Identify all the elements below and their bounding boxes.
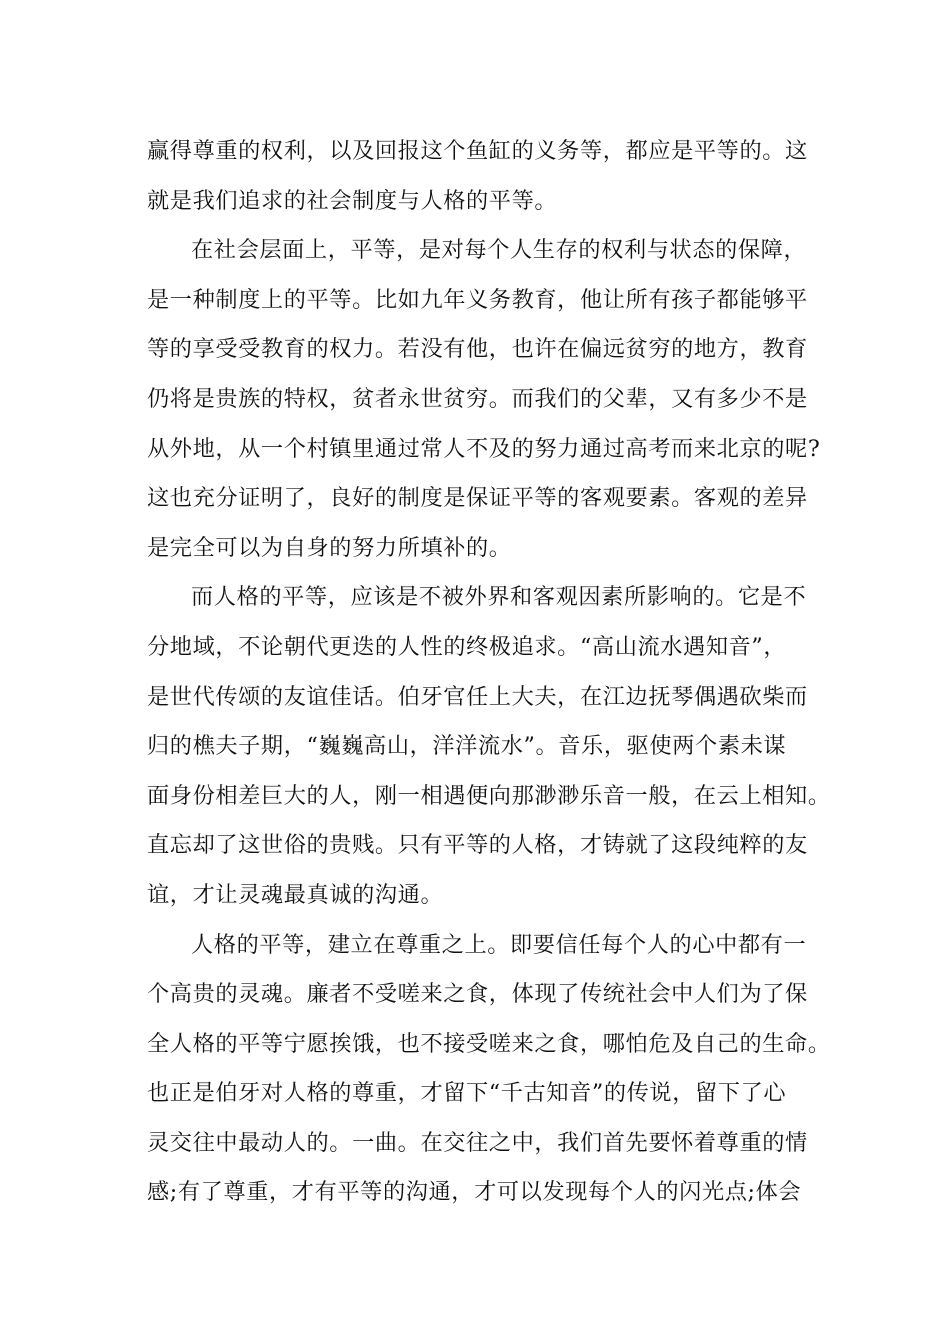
text-line: 个高贵的灵魂。廉者不受嗟来之食，体现了传统社会中人们为了保: [147, 981, 808, 1008]
text-line: 等的享受受教育的权力。若没有他，也许在偏远贫穷的地方，教育: [147, 336, 808, 363]
text-line: 灵交往中最动人的。一曲。在交往之中，我们首先要怀着尊重的情: [147, 1129, 808, 1156]
text-line: 谊，才让灵魂最真诚的沟通。: [147, 881, 444, 908]
text-line: 这也充分证明了，良好的制度是保证平等的客观要素。客观的差异: [147, 485, 808, 512]
text-line: 面身份相差巨大的人，刚一相遇便向那渺渺乐音一般，在云上相知。: [147, 782, 831, 809]
text-line: 从外地，从一个村镇里通过常人不及的努力通过高考而来北京的呢?: [147, 435, 821, 462]
text-line: 就是我们追求的社会制度与人格的平等。: [147, 187, 558, 214]
paragraph-first-line: 而人格的平等，应该是不被外界和客观因素所影响的。它是不: [191, 584, 807, 611]
text-line: 是一种制度上的平等。比如九年义务教育，他让所有孩子都能够平: [147, 286, 808, 313]
body-text: [147, 127, 847, 1218]
paragraph-first-line: 在社会层面上，平等，是对每个人生存的权利与状态的保障，: [191, 237, 807, 264]
text-line: 是完全可以为自身的努力所填补的。: [147, 534, 512, 561]
paragraph-first-line: 人格的平等，建立在尊重之上。即要信任每个人的心中都有一: [191, 931, 807, 958]
text-line: 是世代传颂的友谊佳话。伯牙官任上大夫，在江边抚琴偶遇砍柴而: [147, 683, 808, 710]
text-line: 也正是伯牙对人格的尊重，才留下“千古知音”的传说，留下了心: [147, 1080, 787, 1107]
text-line: 感;有了尊重，才有平等的沟通，才可以发现每个人的闪光点;体会: [147, 1179, 802, 1206]
text-line: 仍将是贵族的特权，贫者永世贫穷。而我们的父辈，又有多少不是: [147, 385, 808, 412]
text-line: 分地域，不论朝代更迭的人性的终极追求。“高山流水遇知音”，: [147, 633, 787, 660]
text-line: 直忘却了这世俗的贵贱。只有平等的人格，才铸就了这段纯粹的友: [147, 832, 808, 859]
text-line: 全人格的平等宁愿挨饿，也不接受嗟来之食，哪怕危及自己的生命。: [147, 1030, 831, 1057]
text-line: 归的樵夫子期，“巍巍高山，洋洋流水”。音乐，驱使两个素未谋: [147, 733, 787, 760]
text-line: 赢得尊重的权利，以及回报这个鱼缸的义务等，都应是平等的。这: [147, 138, 808, 164]
